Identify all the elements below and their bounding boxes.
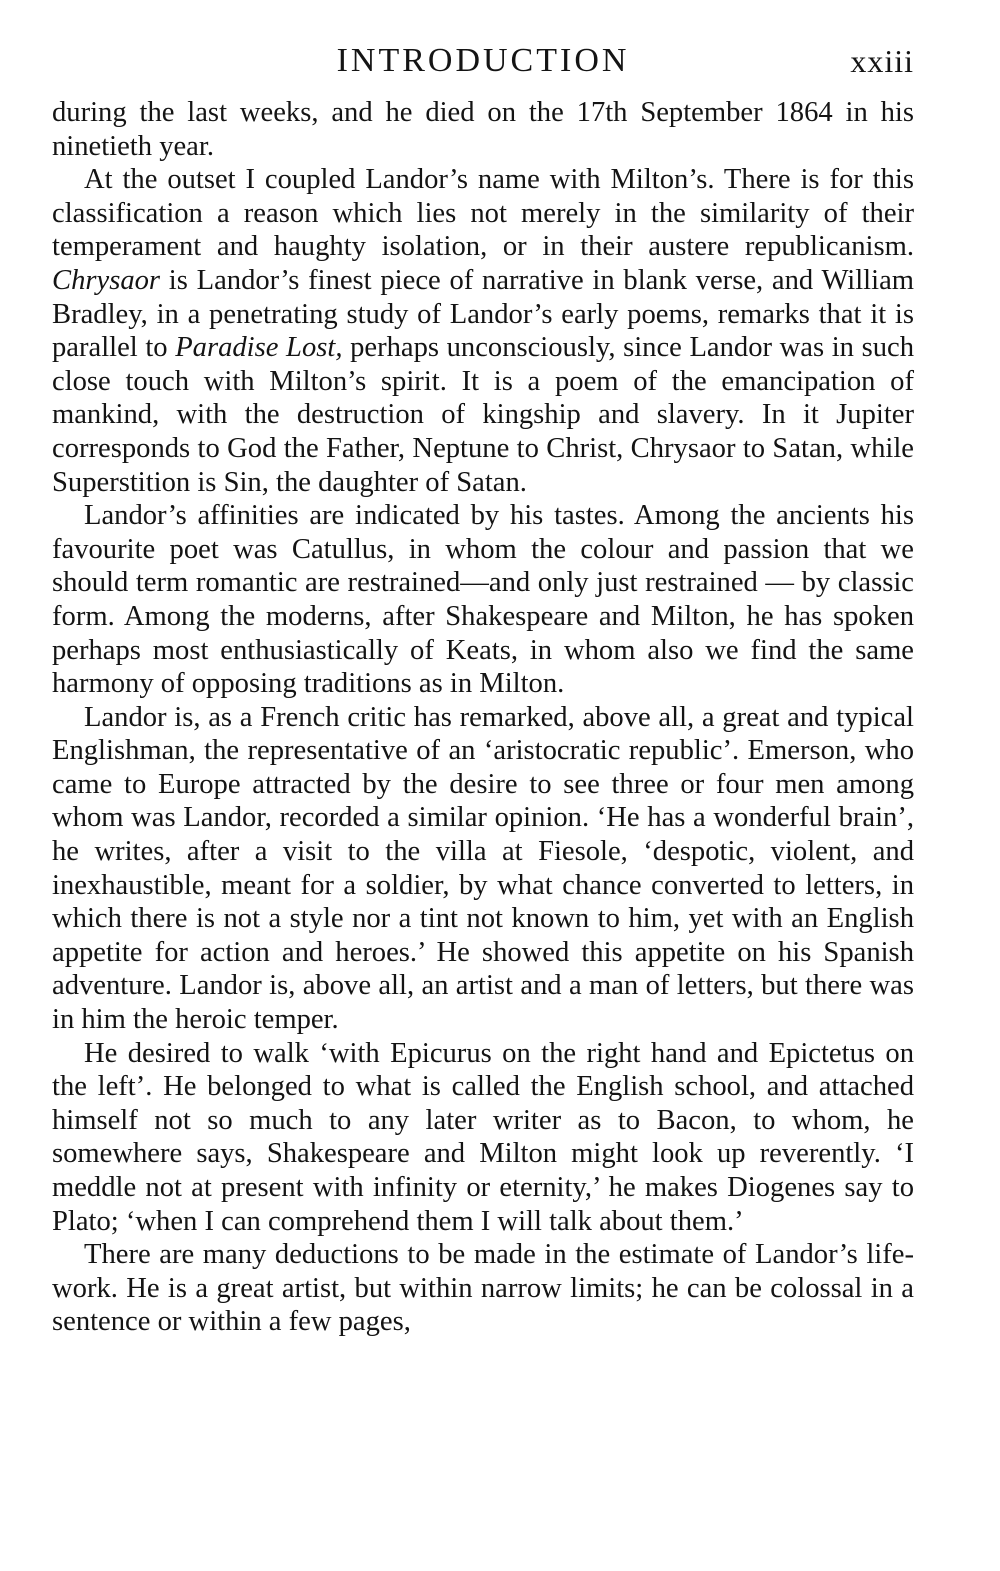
body-text: [52, 96, 914, 1339]
title-chrysaor: Chrysaor: [52, 264, 161, 296]
paragraph-6: There are many deductions to be made in the estimate of Landor’s life-work. He is a great artist, but within narrow limits; he can be colossal in a sentence or within a few pages,: [52, 1239, 914, 1338]
paragraph-2-text-c: is Landor’s finest piece of narrative in blank verse, and William Bradley, in a penetrating study of Landor’s early poems, remarks that it is parallel to: [52, 264, 914, 364]
page-number: xxiii: [850, 43, 914, 79]
paragraph-4: Landor is, as a French critic has remarked, above all, a great and typical Englishman, the representative of an ‘aristocratic republic’. Emerson, who came to Europe attracted by the desire to see three or four men among whom was Landor, recorded a similar opinion. ‘He has a wonderful brain’, he writes, after a visit to the villa at Fiesole, ‘despotic, violent, and inexhaustible, meant for a soldier, by what chance converted to letters, in which there is not a style nor a tint not known to him, yet with an English appetite for action and heroes.’ He showed this appetite on his Spanish adventure. Landor is, above all, an artist and a man of letters, but there was in him the heroic temper.: [52, 701, 914, 1036]
running-title: INTRODUCTION: [336, 42, 630, 79]
paragraph-1: during the last weeks, and he died on the 17th September 1864 in his ninetieth year.: [52, 97, 914, 162]
paragraph-5: He desired to walk ‘with Epicurus on the right hand and Epictetus on the left’. He belonged to what is called the English school, and attached himself not so much to any later writer as to Bacon, to whom, he somewhere says, Shakespeare and Milton might look up reverently. ‘I meddle not at present with infinity or eternity,’ he makes Diogenes say to Plato; ‘when I can comprehend them I will talk about them.’: [52, 1037, 914, 1237]
running-head: [52, 38, 914, 96]
paragraph-2: [52, 163, 914, 499]
paragraph-2-text-a: At the outset I coupled Landor’s name with Milton’s. There is for this classification a reason which lies not merely in the similarity of their temperament and haughty isolation, or in their austere republicanism.: [52, 164, 914, 263]
paragraph-2-text-e: perhaps unconsciously, since Landor was in such close touch with Milton’s spirit. It is a poem of the emancipation of mankind, with the destruction of kingship and slavery. In it Jupiter corresponds to God the Father, Neptune to Christ, Chrysaor to Satan, while Superstition is Sin, the daughter of Satan.: [52, 332, 914, 498]
book-page: [52, 38, 914, 1339]
title-paradise-lost: Paradise Lost,: [175, 332, 343, 364]
paragraph-3: Landor’s affinities are indicated by his tastes. Among the ancients his favourite poet was Catullus, in whom the colour and passion that we should term romantic are restrained—and only just restrained — by classic form. Among the moderns, after Shakespeare and Milton, he has spoken perhaps most enthusiastically of Keats, in whom also we find the same harmony of opposing traditions as in Milton.: [52, 500, 914, 700]
